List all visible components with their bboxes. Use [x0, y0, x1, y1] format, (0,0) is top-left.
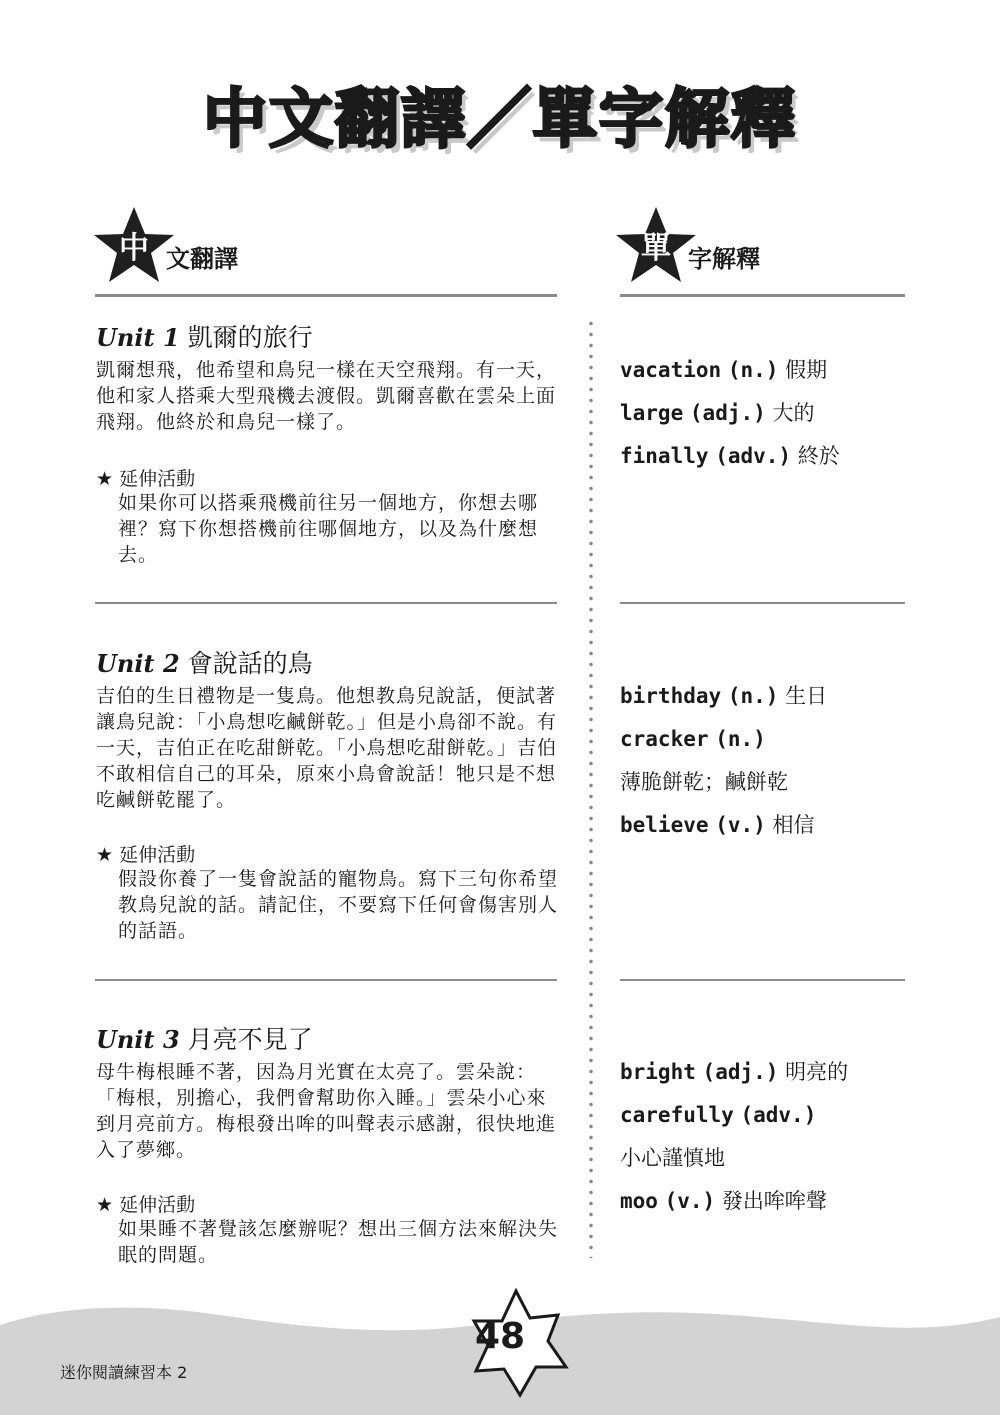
translation-section-label: 文翻譯	[166, 245, 238, 273]
vocab-item	[620, 441, 840, 471]
vocab-pos: (adj.)	[702, 1060, 779, 1084]
vocab-word: carefully	[620, 1103, 734, 1127]
vocab-item	[620, 767, 788, 797]
star-bullet-icon: ★	[96, 468, 114, 490]
extension-title: 延伸活動	[119, 844, 196, 866]
vocab-item	[620, 1057, 848, 1087]
vocab-word: cracker	[620, 727, 709, 751]
unit-title-text: 月亮不見了	[187, 1025, 313, 1054]
vocab-pos: (n.)	[727, 358, 779, 382]
vocab-pos: (v.)	[715, 813, 766, 837]
vocabulary-section-label: 字解釋	[688, 245, 760, 273]
extension-title: 延伸活動	[119, 468, 196, 490]
translation-section-header	[92, 205, 557, 295]
vocab-meaning: 大的	[772, 401, 815, 425]
vocab-item	[620, 355, 827, 385]
unit-paragraph: 凱爾想飛，他希望和鳥兒一樣在天空飛翔。有一天，他和家人搭乘大型飛機去渡假。凱爾喜歡在雲朵上面飛翔。他終於和鳥兒一樣了。	[96, 359, 557, 433]
unit-title-text: 會說話的鳥	[187, 649, 313, 678]
vocab-pos: (adv.)	[715, 444, 792, 468]
star-icon	[92, 205, 176, 285]
vocab-item	[620, 810, 814, 840]
divider	[620, 294, 905, 297]
vocab-word: bright	[620, 1060, 696, 1084]
extension-heading	[96, 464, 195, 491]
extension-heading	[96, 840, 195, 867]
unit-paragraph: 吉伯的生日禮物是一隻鳥。他想教鳥兒說話，便試著讓鳥兒說：「小鳥想吃鹹餅乾。」但是小鳥卻不說。有一天，吉伯正在吃甜餅乾。「小鳥想吃甜餅乾。」吉伯不敢相信自己的耳朵，原來小鳥會說話！牠只是不想吃鹹餅乾罷了。	[96, 685, 558, 811]
vocab-pos: (n.)	[715, 727, 766, 751]
vocab-meaning: 薄脆餅乾；鹹餅乾	[620, 770, 788, 794]
vocab-meaning: 相信	[772, 813, 815, 837]
star-icon	[614, 205, 698, 285]
translation-star-char: 中	[119, 231, 149, 266]
divider	[95, 979, 557, 981]
vocab-meaning: 明亮的	[785, 1060, 849, 1084]
star-bullet-icon: ★	[96, 844, 114, 866]
vocab-item	[620, 1186, 827, 1216]
vocab-meaning: 發出哞哞聲	[721, 1189, 827, 1213]
extension-body: 假設你養了一隻會說話的寵物鳥。寫下三句你希望教鳥兒說的話。請記住，不要寫下任何會傷害別人的話語。	[118, 868, 559, 942]
vocab-meaning: 終於	[797, 444, 840, 468]
star-bullet-icon: ★	[96, 1194, 114, 1216]
book-title: 迷你閱讀練習本 2	[60, 1363, 188, 1382]
vocab-pos: (adj.)	[689, 401, 766, 425]
vocab-item	[620, 398, 814, 428]
vocab-item	[620, 724, 766, 754]
vocab-word: large	[620, 401, 684, 425]
unit-label: Unit 2	[96, 649, 180, 678]
unit-title	[96, 318, 313, 354]
page-title-container	[0, 80, 1000, 160]
unit-title	[96, 644, 313, 680]
vocab-word: moo	[620, 1189, 658, 1213]
divider	[620, 979, 905, 981]
page-number: 48	[474, 1316, 526, 1357]
unit-title	[96, 1020, 313, 1056]
vocabulary-section-header	[614, 205, 904, 295]
vocab-pos: (n.)	[727, 684, 779, 708]
divider	[95, 294, 557, 297]
vocab-item	[620, 1100, 816, 1130]
vocab-word: believe	[620, 813, 709, 837]
vocab-pos: (v.)	[664, 1189, 716, 1213]
extension-body: 如果你可以搭乘飛機前往另一個地方，你想去哪裡？寫下你想搭機前往哪個地方，以及為什麼想去。	[118, 492, 539, 566]
page-title: 中文翻譯／單字解釋	[203, 83, 797, 157]
vocab-item	[620, 1143, 725, 1173]
column-separator	[588, 318, 594, 1258]
divider	[620, 602, 905, 604]
vocab-word: finally	[620, 444, 709, 468]
unit-title-text: 凱爾的旅行	[187, 323, 313, 352]
extension-heading	[96, 1190, 195, 1217]
vocab-meaning: 小心謹慎地	[620, 1146, 725, 1170]
unit-label: Unit 1	[96, 323, 180, 352]
unit-paragraph: 母牛梅根睡不著，因為月光實在太亮了。雲朵說：「梅根，別擔心，我們會幫助你入睡。」雲朵小心來到月亮前方。梅根發出哞的叫聲表示感謝，很快地進入了夢鄉。	[96, 1061, 557, 1161]
extension-title: 延伸活動	[119, 1194, 196, 1216]
vocabulary-star-char: 單	[641, 231, 671, 266]
unit-label: Unit 3	[96, 1025, 180, 1054]
vocab-pos: (adv.)	[740, 1103, 817, 1127]
vocab-word: vacation	[620, 358, 722, 382]
vocab-word: birthday	[620, 684, 722, 708]
vocab-item	[620, 681, 827, 711]
extension-body: 如果睡不著覺該怎麼辦呢？想出三個方法來解決失眠的問題。	[118, 1218, 559, 1266]
vocab-meaning: 假期	[785, 358, 828, 382]
divider	[95, 602, 557, 604]
vocab-meaning: 生日	[785, 684, 828, 708]
